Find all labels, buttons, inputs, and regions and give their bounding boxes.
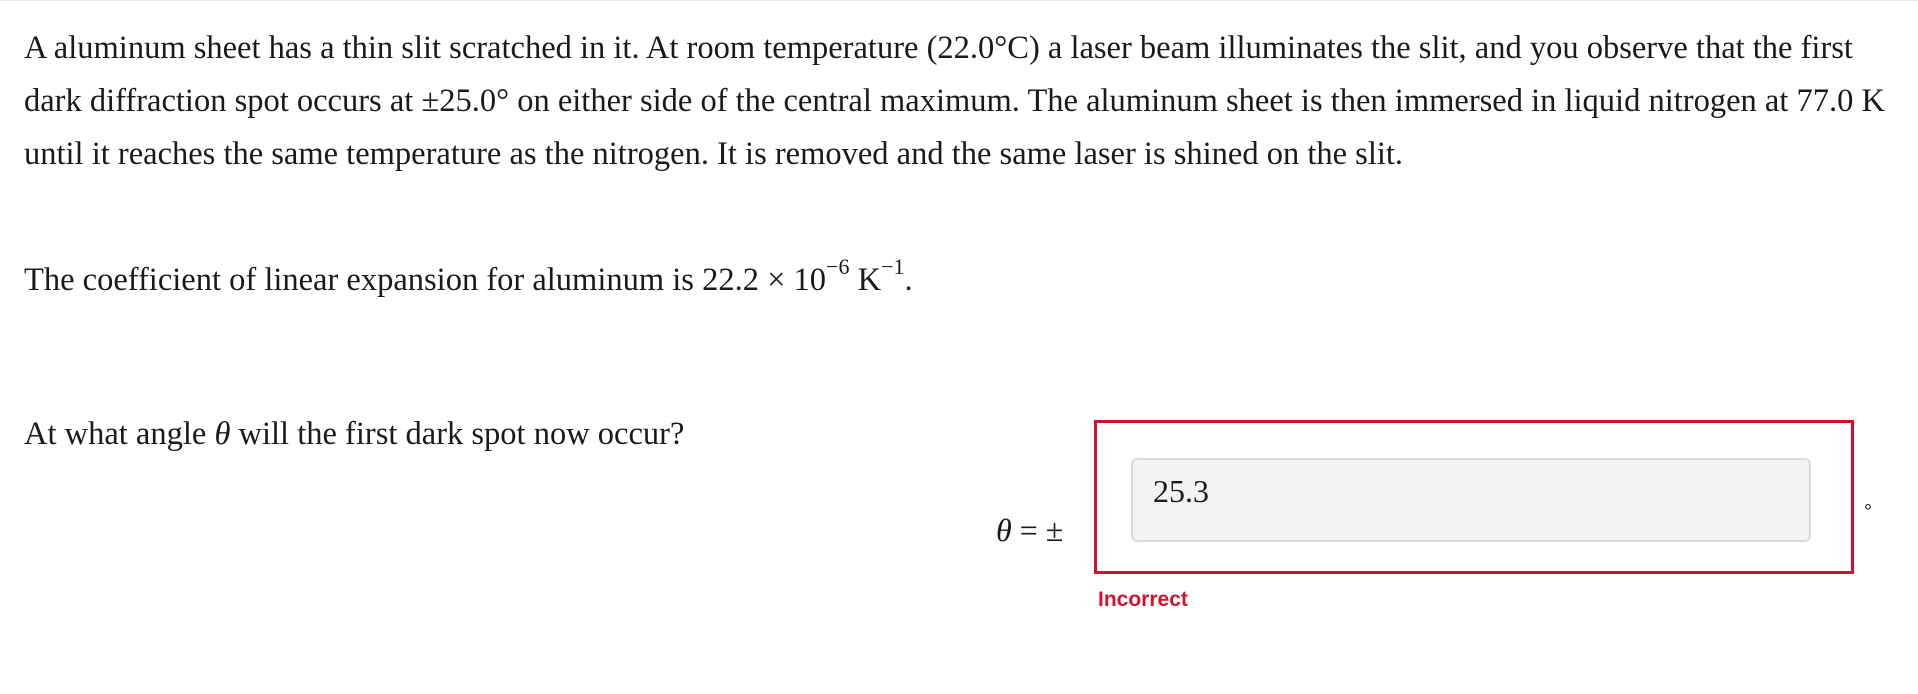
problem-statement: A aluminum sheet has a thin slit scratched in it. At room temperature (22.0°C) a laser beam illuminates the slit, and you observe that the first dark diffraction spot occurs at ±25.0° on either side of the central maximum. The aluminum sheet is then immersed in liquid nitrogen at 77.0 K until it reaches the same temperature as the nitrogen. It is removed and the same laser is shined on the slit. — [24, 30, 1885, 172]
question-text — [24, 408, 684, 461]
coefficient-exponent: −6 — [826, 254, 850, 280]
coefficient-period: . — [904, 262, 913, 298]
question-suffix: will the first dark spot now occur? — [230, 416, 685, 452]
coefficient-unit: K — [849, 262, 882, 298]
unit-exponent: −1 — [881, 254, 905, 280]
question-variable: θ — [214, 416, 231, 452]
question-prefix: At what angle — [24, 416, 215, 452]
coefficient-statement — [24, 254, 1894, 307]
answer-field-wrapper — [1094, 420, 1854, 574]
feedback-incorrect: Incorrect — [1098, 588, 1188, 611]
degree-unit: ° — [1864, 501, 1872, 523]
answer-variable: θ — [996, 512, 1012, 548]
answer-input[interactable]: 25.3 — [1131, 458, 1811, 542]
top-divider — [0, 0, 1918, 1]
coefficient-text: The coefficient of linear expansion for aluminum is 22.2 × 10 — [24, 262, 827, 298]
answer-label — [996, 500, 1063, 560]
answer-equals-plusminus: = ± — [1011, 512, 1064, 548]
